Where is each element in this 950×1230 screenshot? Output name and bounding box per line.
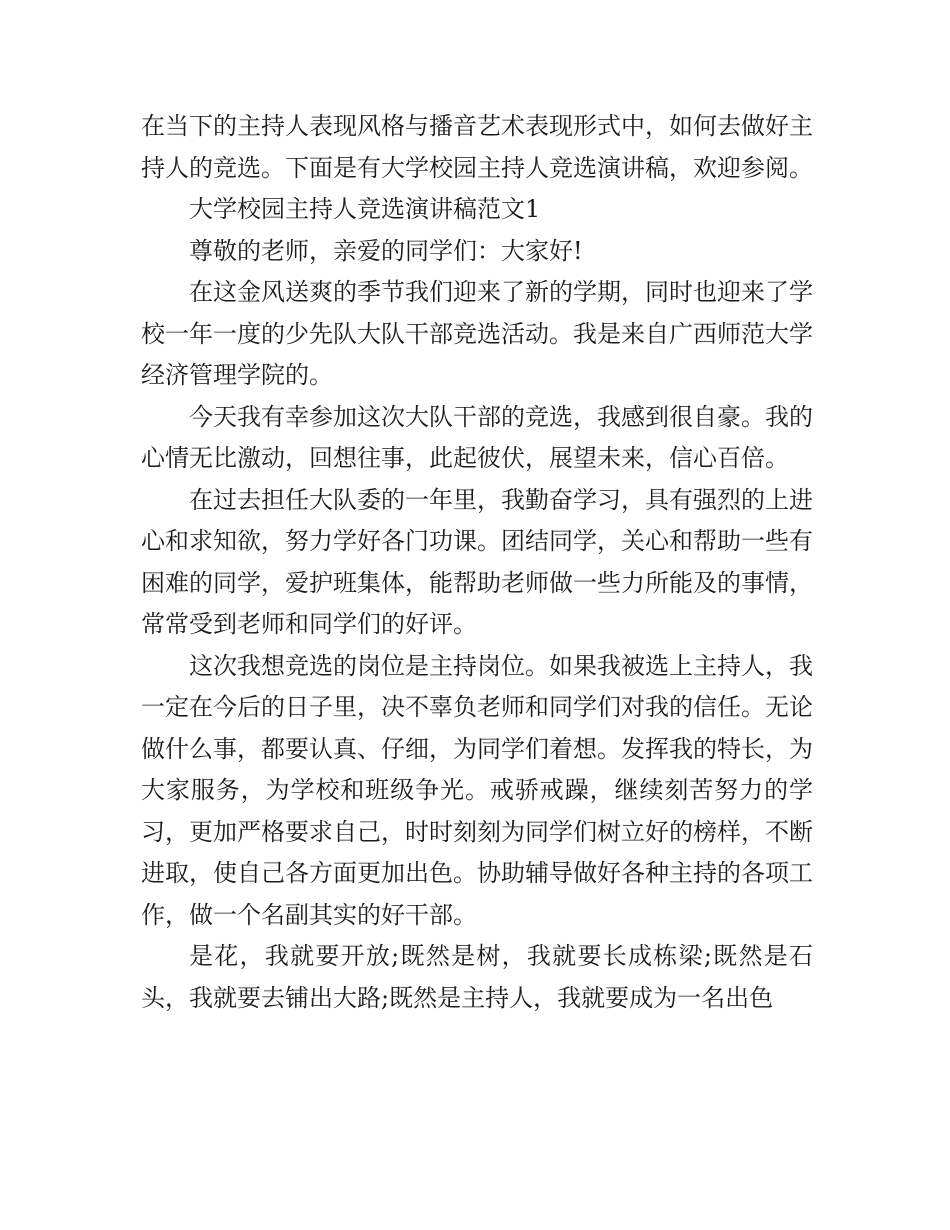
body-paragraph: 在过去担任大队委的一年里，我勤奋学习，具有强烈的上进心和求知欲，努力学好各门功课。团结同学，关心和帮助一些有困难的同学，爱护班集体，能帮助老师做一些力所能及的事情，常常受到老师和同学们的好评。 — [141, 485, 813, 638]
greeting-line: 尊敬的老师，亲爱的同学们：大家好! — [189, 236, 583, 265]
article-heading: 大学校园主持人竞选演讲稿范文1 — [189, 195, 541, 223]
body-paragraph: 今天我有幸参加这次大队干部的竞选，我感到很自豪。我的心情无比激动，回想往事，此起彼伏，展望未来，信心百倍。 — [141, 402, 813, 472]
body-paragraph: 在这金风送爽的季节我们迎来了新的学期，同时也迎来了学校一年一度的少先队大队干部竞选活动。我是来自广西师范大学经济管理学院的。 — [141, 278, 813, 389]
body-paragraph: 是花，我就要开放;既然是树，我就要长成栋梁;既然是石头，我就要去铺出大路;既然是主持人，我就要成为一名出色 — [141, 942, 813, 1012]
body-paragraph: 这次我想竞选的岗位是主持岗位。如果我被选上主持人，我一定在今后的日子里，决不辜负老师和同学们对我的信任。无论做什么事，都要认真、仔细，为同学们着想。发挥我的特长，为大家服务，为学校和班级争光。戒骄戒躁，继续刻苦努力的学习，更加严格要求自己，时时刻刻为同学们树立好的榜样，不断进取，使自己各方面更加出色。协助辅导做好各种主持的各项工作，做一个名副其实的好干部。 — [141, 651, 813, 929]
document-body — [141, 106, 813, 1019]
intro-paragraph: 在当下的主持人表现风格与播音艺术表现形式中，如何去做好主持人的竞选。下面是有大学校园主持人竞选演讲稿，欢迎参阅。 — [141, 112, 813, 182]
